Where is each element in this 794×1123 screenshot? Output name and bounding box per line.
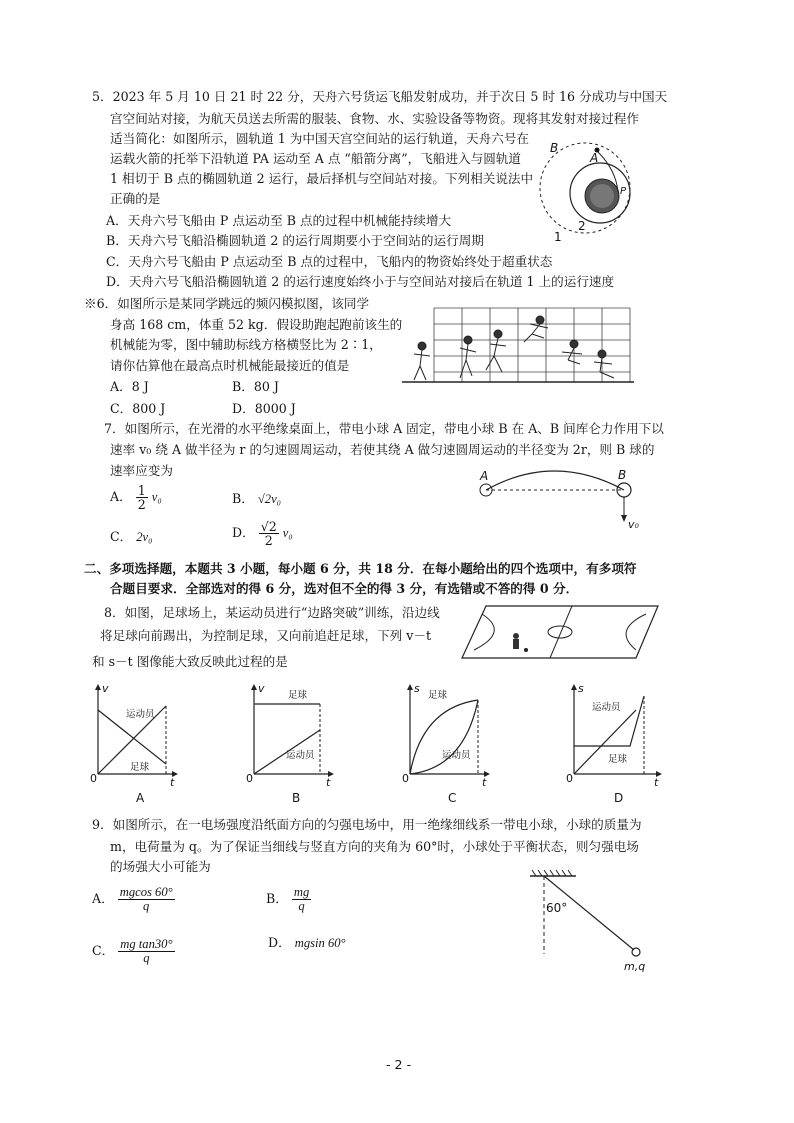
q5-option-b: B．天舟六号飞船沿椭圆轨道 2 的运行周期要小于空间站的运行周期 (106, 233, 484, 248)
football-field-image (460, 604, 660, 660)
charged-ball (632, 948, 640, 956)
label-orbit-1: 1 (554, 230, 562, 244)
q5-option-c: C．天舟六号飞船由 P 点运动至 B 点的过程中，飞船内的物资始终处于超重状态 (106, 254, 553, 269)
q7-option-d-denominator: 2 (264, 533, 273, 548)
q5-line-5: 1 相切于 B 点的椭圆轨道 2 运行，最后择机与空间站对接。下列相关说法中 (110, 171, 534, 186)
coulomb-orbit-diagram (474, 466, 644, 534)
graph-a (86, 682, 180, 806)
origin-label: 0 (566, 772, 573, 785)
midline (550, 606, 572, 658)
y-axis-label: v (102, 682, 109, 695)
q8-line-1: 8．如图，足球场上，某运动员进行“边路突破”训练，沿边线 (104, 605, 440, 620)
football-curve (410, 700, 478, 774)
ball-label: m,q (624, 960, 646, 973)
q9-option-c-label: C． (92, 943, 115, 958)
angle-label: 60° (546, 901, 568, 915)
graph-letter: A (136, 791, 145, 805)
y-axis-label: s (414, 682, 420, 695)
y-axis-label: v (258, 682, 265, 695)
q6-line-2: 身高 168 cm，体重 52 kg．假设助跑起跑前该生的 (110, 317, 403, 332)
x-axis-label: t (326, 776, 331, 789)
player-curve (410, 700, 478, 774)
origin-label: 0 (402, 772, 409, 785)
field-border (462, 606, 658, 658)
q9-option-c-denominator: q (143, 951, 150, 965)
q8-line-2: 将足球向前踢出，为控制足球，又向前追赶足球，下列 v－t (100, 628, 432, 643)
q9-option-d (268, 934, 346, 952)
q7-option-a-tail: v₀ (151, 490, 162, 504)
q7-option-a-numerator: 1 (137, 483, 146, 498)
q7-line-1: 7．如图所示，在光滑的水平绝缘桌面上，带电小球 A 固定，带电小球 B 在 A、B 间库仑力作用下以 (104, 421, 664, 436)
x-axis-label: t (482, 776, 487, 789)
q9-line-2: m，电荷量为 q。为了保证当细线与竖直方向的夹角为 60°时，小球处于平衡状态，则匀强电场 (110, 839, 639, 854)
q5-line-6: 正确的是 (110, 191, 161, 206)
q9-option-d-value: mgsin 60° (294, 936, 346, 950)
q7-option-b-value: √2v₀ (257, 492, 282, 506)
q6-option-d: D．8000 J (232, 401, 296, 416)
q7-option-b (232, 490, 281, 508)
long-jump-strobe-image (402, 302, 634, 390)
label-a: A (590, 151, 599, 165)
label-v0: v₀ (628, 518, 639, 531)
pendulum-diagram (520, 868, 670, 978)
origin-label: 0 (246, 772, 253, 785)
series-label-1: 足球 (428, 690, 448, 701)
x-axis-label: t (170, 776, 175, 789)
q9-option-b-fraction (292, 886, 311, 913)
label-a: A (480, 469, 489, 483)
label-b: B (618, 468, 627, 482)
graph-letter: C (448, 791, 457, 805)
q7-option-d-numerator: √2 (260, 519, 277, 534)
q5-option-d: D．天舟六号飞船沿椭圆轨道 2 的运行速度始终小于与空间站对接后在轨道 1 上的运行速度 (106, 274, 615, 289)
q6-option-b: B．80 J (232, 379, 279, 394)
q6-line-1: ※6．如图所示是某同学跳远的频闪模拟图，该同学 (84, 296, 370, 311)
q8-line-3: 和 s－t 图像能大致反映此过程的是 (92, 654, 288, 669)
graph-d (562, 682, 666, 806)
q7-option-d-label: D． (232, 525, 255, 540)
q7-option-c-value: 2v₀ (136, 530, 153, 544)
center-circle (548, 626, 572, 638)
section-2-line-1: 二、多项选择题，本题共 3 小题，每小题 6 分，共 18 分．在每小题给出的四个选项中，有多项符 (84, 561, 637, 576)
series-label-2: 足球 (130, 762, 150, 773)
right-penalty-arc (626, 614, 646, 650)
y-axis-label: s (578, 682, 584, 695)
label-b: B (550, 141, 559, 155)
q9-option-c (92, 938, 175, 965)
q7-option-c (110, 528, 153, 546)
q9-option-a-label: A． (92, 891, 114, 906)
football-dot (524, 648, 528, 652)
q6-option-a: A．8 J (110, 379, 149, 394)
q5-line-4: 运载火箭的托举下沿轨道 PA 运动至 A 点 “船箭分离”，飞船进入与圆轨道 (110, 151, 522, 166)
series-label-2: 运动员 (442, 750, 471, 761)
q9-option-d-label: D． (268, 935, 291, 950)
graph-letter: B (292, 791, 301, 805)
section-2-line-2: 合题目要求．全部选对的得 6 分，选对但不全的得 3 分，有选错或不答的得 0 分． (110, 581, 579, 596)
q9-option-b-denominator: q (298, 899, 305, 913)
graph-c (398, 682, 492, 806)
player-figure (513, 633, 519, 649)
q9-option-a (92, 886, 175, 913)
q7-line-2: 速率 v₀ 绕 A 做半径为 r 的匀速圆周运动，若使其绕 A 做匀速圆周运动的半径变为 2r，则 B 球的 (110, 442, 655, 457)
q9-option-c-fraction (118, 938, 174, 965)
x-axis-label: t (654, 776, 659, 789)
q5-line-2: 宫空间站对接，为航天员送去所需的服装、食物、水、实验设备等物资。现将其发射对接过程作 (110, 111, 639, 126)
q7-option-d-fraction (259, 520, 279, 547)
origin-label: 0 (90, 772, 97, 785)
orbit-diagram (538, 130, 638, 245)
jumper-figures (414, 316, 614, 380)
q9-option-a-denominator: q (143, 899, 150, 913)
q7-option-d-tail: v₀ (282, 526, 293, 540)
graph-b (242, 682, 336, 806)
q7-option-d (232, 520, 293, 547)
q7-option-a-fraction (136, 484, 148, 511)
q6-line-4: 请你估算他在最高点时机械能最接近的值是 (110, 358, 350, 373)
q9-line-1: 9．如图所示，在一电场强度沿纸面方向的匀强电场中，用一绝缘细线系一带电小球，小球的质量为 (92, 817, 642, 832)
series-label-1: 运动员 (592, 702, 621, 713)
arc-path (486, 471, 624, 490)
label-orbit-2: 2 (578, 219, 586, 233)
q9-option-b (266, 886, 311, 913)
velocity-arrowhead (621, 515, 627, 522)
q9-option-b-label: B． (266, 891, 288, 906)
q7-option-a-label: A． (110, 489, 132, 504)
graph-letter: D (614, 791, 624, 805)
series-label-2: 足球 (608, 754, 628, 765)
left-penalty-arc (474, 614, 494, 650)
earth-core (590, 184, 614, 208)
q5-option-a: A．天舟六号飞船由 P 点运动至 B 点的过程中机械能持续增大 (106, 213, 452, 228)
page-number: - 2 - (386, 1057, 412, 1072)
q6-option-c: C．800 J (110, 401, 166, 416)
q6-line-3: 机械能为零，图中辅助标线方格横竖比为 2∶1， (110, 337, 382, 352)
q9-line-3: 的场强大小可能为 (110, 859, 211, 874)
q9-option-a-fraction (118, 886, 175, 913)
q7-line-3: 速率应变为 (110, 463, 173, 478)
q7-option-a-denominator: 2 (137, 497, 146, 512)
q5-line-1: 5．2023 年 5 月 10 日 21 时 22 分，天舟六号货运飞船发射成功，并于次日 5 时 16 分成功与中国天 (92, 89, 668, 104)
q7-option-a (110, 484, 162, 511)
label-p: P (620, 186, 627, 197)
q5-line-3: 适当简化：如图所示，圆轨道 1 为中国天宫空间站的运行轨道，天舟六号在 (110, 131, 530, 146)
series-label-1: 运动员 (126, 709, 155, 720)
q7-option-c-label: C． (110, 529, 133, 544)
series-label-1: 足球 (288, 690, 308, 701)
series-label-2: 运动员 (286, 750, 315, 761)
q9-option-b-numerator: mg (293, 885, 310, 899)
q9-option-c-numerator: mg tan30° (120, 937, 173, 951)
q9-option-a-numerator: mgcos 60° (119, 885, 173, 899)
q7-option-b-label: B． (232, 491, 254, 506)
ceiling-hatch (532, 870, 572, 876)
